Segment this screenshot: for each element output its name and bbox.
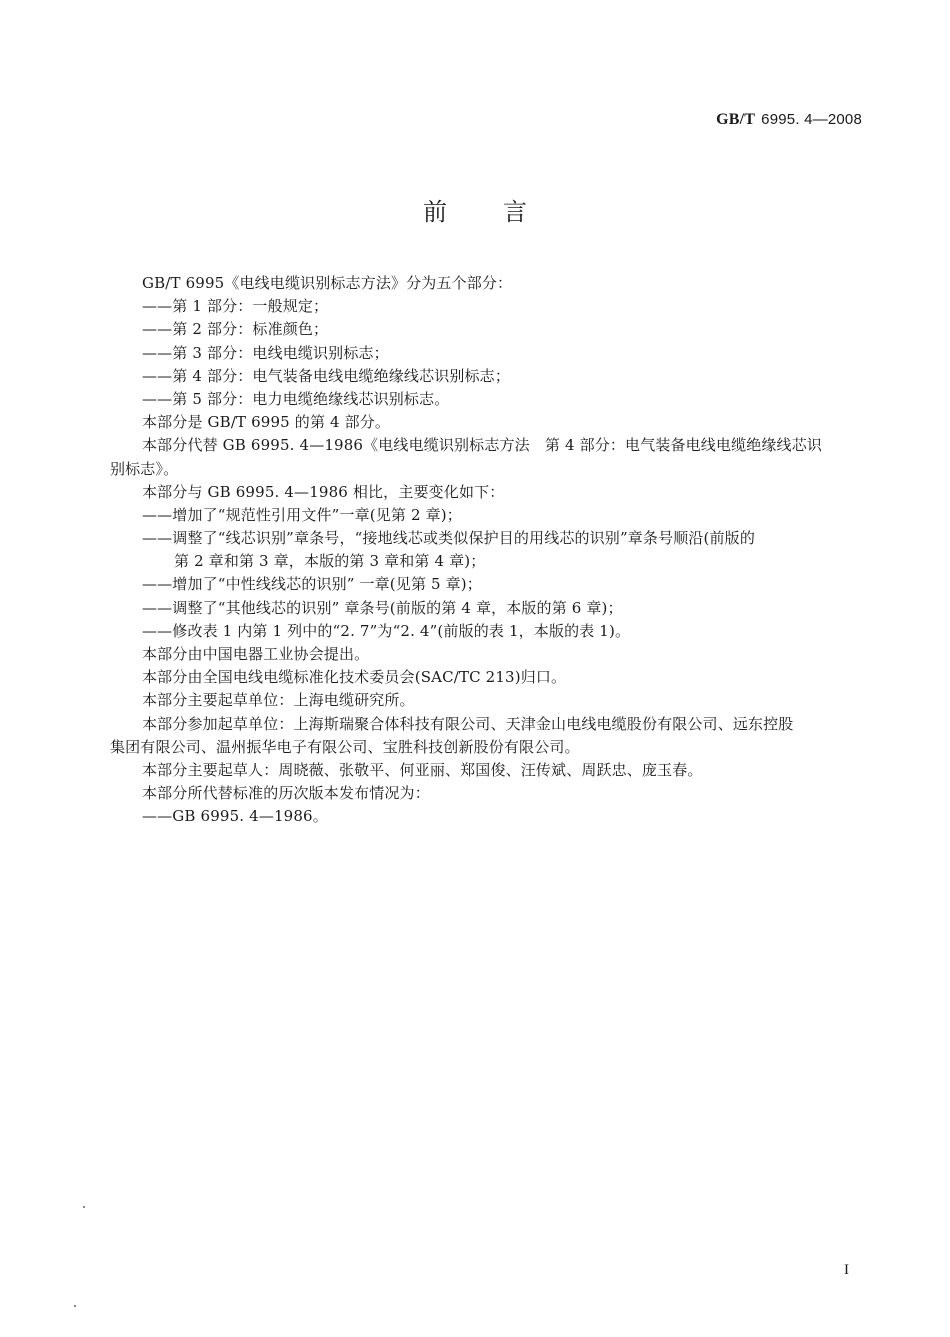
- paragraph-line: 本部分主要起草人：周晓薇、张敬平、何亚丽、郑国俊、汪传斌、周跃忠、庞玉春。: [142, 760, 703, 779]
- paragraph-line: 别标志》。: [110, 459, 179, 478]
- paragraph-line: 本部分参加起草单位：上海斯瑞聚合体科技有限公司、天津金山电线电缆股份有限公司、远东控股: [142, 714, 794, 733]
- paragraph-line: ——第 4 部分：电气装备电线电缆绝缘线芯识别标志；: [142, 366, 510, 385]
- paragraph-line: ——调整了“线芯识别”章条号，“接地线芯或类似保护目的用线芯的识别”章条号顺沿(前版的: [142, 529, 755, 548]
- paragraph-line: ——第 2 部分：标准颜色；: [142, 320, 329, 339]
- paragraph-line: ——第 3 部分：电线电缆识别标志；: [142, 343, 389, 362]
- paragraph-line: ——增加了“中性线线芯的识别” 一章(见第 5 章)；: [142, 575, 482, 594]
- standard-number: 6995. 4—2008: [761, 111, 862, 128]
- paragraph-line: ——第 1 部分：一般规定；: [142, 297, 329, 316]
- paragraph-line: 本部分与 GB 6995. 4—1986 相比，主要变化如下：: [142, 482, 505, 501]
- paragraph-line: ——修改表 1 内第 1 列中的“2. 7”为“2. 4”(前版的表 1，本版的表 1)。: [142, 621, 631, 640]
- standard-code: [716, 111, 862, 129]
- paragraph-line: GB/T 6995《电线电缆识别标志方法》分为五个部分：: [142, 274, 513, 292]
- paragraph-line: ——调整了“其他线芯的识别” 章条号(前版的第 4 章，本版的第 6 章)；: [142, 598, 623, 617]
- paragraph-line: 本部分所代替标准的历次版本发布情况为：: [142, 784, 430, 803]
- paragraph-line: 本部分代替 GB 6995. 4—1986《电线电缆识别标志方法 第 4 部分：电气装备电线电缆绝缘线芯识: [142, 436, 823, 455]
- paragraph-line: 本部分由中国电器工业协会提出。: [142, 645, 370, 663]
- page-title: 前言: [423, 198, 583, 226]
- paragraph-line: ——增加了“规范性引用文件”一章(见第 2 章)；: [142, 505, 462, 524]
- page-number: I: [844, 1262, 849, 1278]
- paragraph-line: 本部分由全国电线电缆标准化技术委员会(SAC/TC 213)归口。: [142, 668, 567, 687]
- paragraph-line: ——第 5 部分：电力电缆绝缘线芯识别标志。: [142, 389, 450, 408]
- scan-speck: [83, 1206, 85, 1208]
- paragraph-line: ——GB 6995. 4—1986。: [142, 807, 328, 826]
- standard-prefix: GB/T: [716, 111, 756, 128]
- scan-speck: [74, 1305, 76, 1307]
- paragraph-line: 第 2 章和第 3 章，本版的第 3 章和第 4 章)；: [174, 552, 486, 571]
- paragraph-line: 本部分主要起草单位：上海电缆研究所。: [142, 691, 415, 710]
- paragraph-line: 集团有限公司、温州振华电子有限公司、宝胜科技创新股份有限公司。: [110, 737, 580, 756]
- document-body: [110, 272, 864, 829]
- paragraph-line: 本部分是 GB/T 6995 的第 4 部分。: [142, 413, 391, 432]
